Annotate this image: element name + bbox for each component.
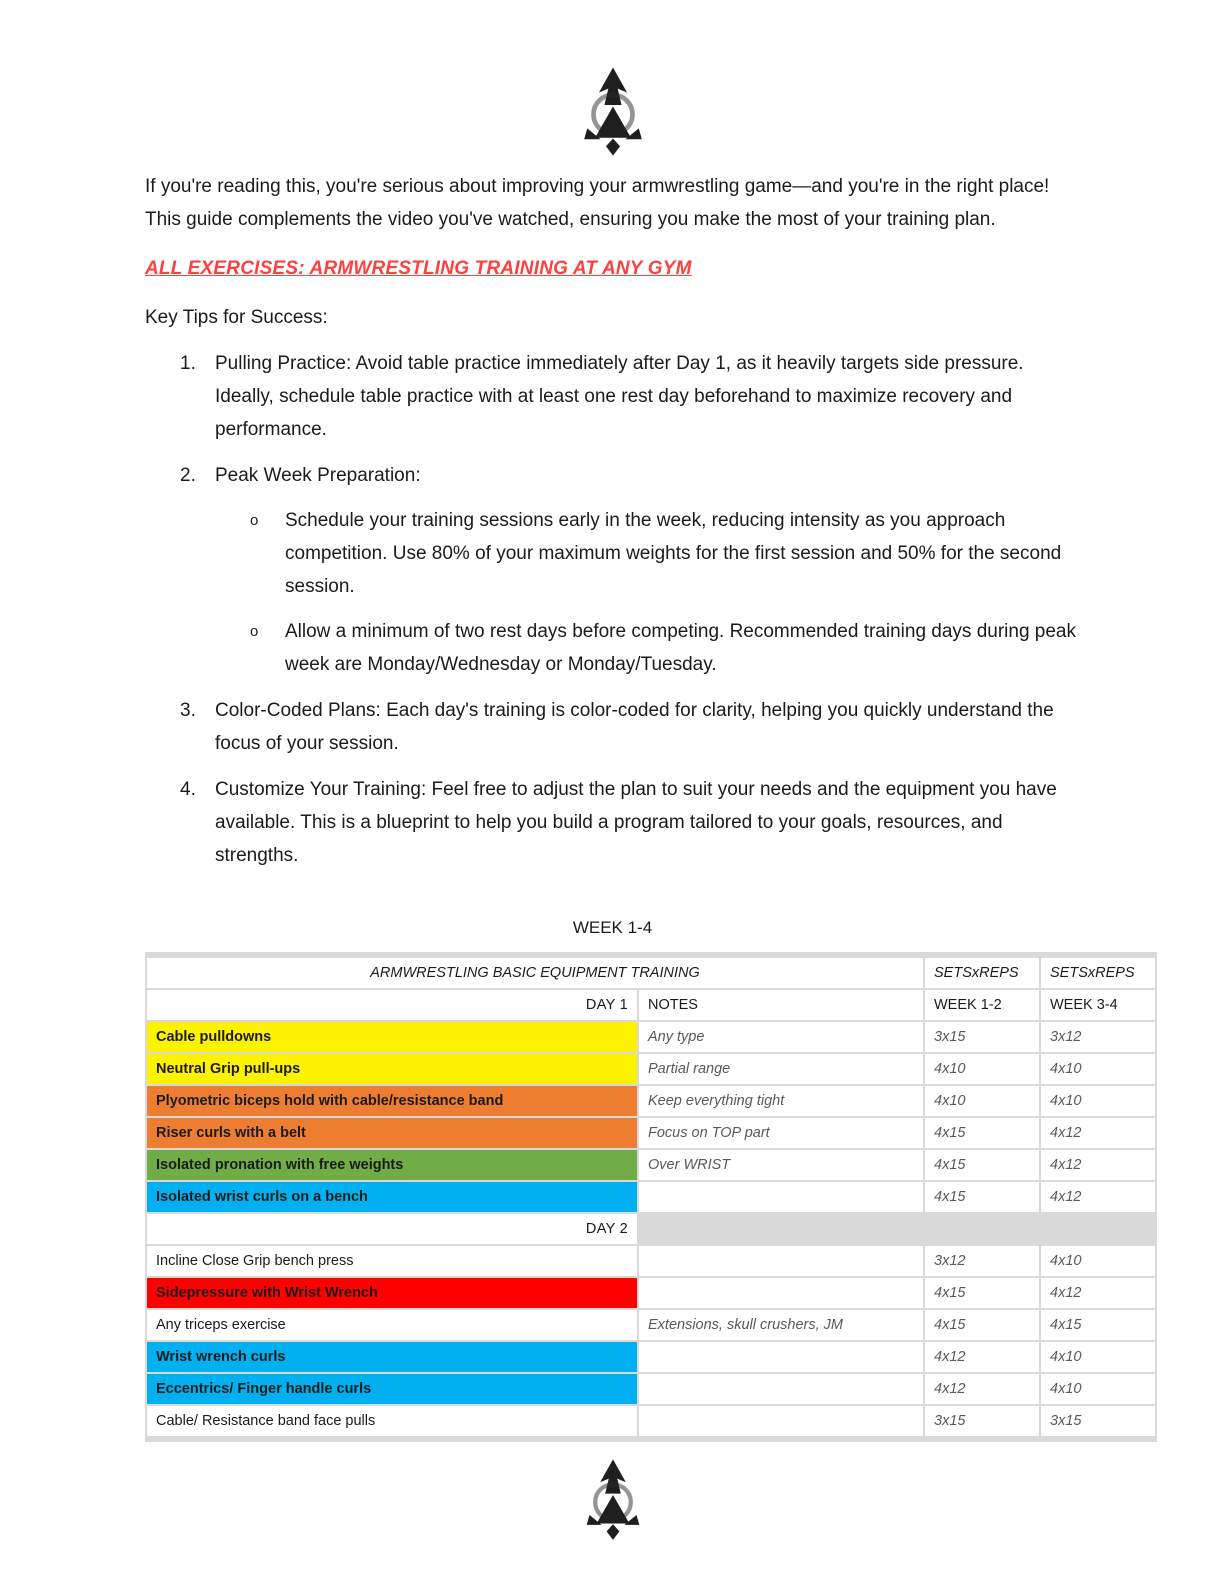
note-cell: Partial range [638,1053,924,1085]
list-text: Pulling Practice: Avoid table practice immediately after Day 1, as it heavily targets side pressure. Ideally, schedule table practice with at least one rest day beforehand to maximize recovery and performance. [215,353,1024,440]
list-number: 3. [180,700,196,721]
training-table [145,952,1157,1442]
list-item [145,347,1080,446]
note-cell [638,1181,924,1213]
list-number: 2. [180,465,196,486]
table-row [146,1149,1156,1181]
exercises-heading: ALL EXERCISES: ARMWRESTLING TRAINING AT ANY GYM [145,258,692,279]
bullet-marker: o [250,623,259,640]
note-cell [638,1341,924,1373]
exercise-cell: Isolated wrist curls on a bench [146,1181,638,1213]
sets-cell: 4x15 [924,1277,1040,1309]
exercise-cell: Riser curls with a belt [146,1117,638,1149]
sets-cell: 4x12 [1040,1181,1156,1213]
sets-cell: 4x12 [924,1373,1040,1405]
sets-cell: 4x15 [924,1117,1040,1149]
sets-cell: 4x10 [924,1053,1040,1085]
sub-list-text: Schedule your training sessions early in the week, reducing intensity as you approach competition. Use 80% of your maximum weights for the first session and 50% for the second session. [285,510,1062,597]
table-row [146,1181,1156,1213]
list-text: Customize Your Training: Feel free to adjust the plan to suit your needs and the equipment you have available. This is a blueprint to help you build a program tailored to your goals, resources, and strengths. [215,779,1057,866]
note-cell: Any type [638,1021,924,1053]
list-item [145,694,1080,760]
exercise-cell: Neutral Grip pull-ups [146,1053,638,1085]
sets-cell: 3x15 [1040,1405,1156,1439]
table-row [146,1309,1156,1341]
exercise-cell: Incline Close Grip bench press [146,1245,638,1277]
table-row [146,1053,1156,1085]
sets-cell: 4x10 [1040,1053,1156,1085]
list-text: Peak Week Preparation: [215,465,421,486]
sets-header-cell: SETSxREPS [924,955,1040,989]
table-row [146,1245,1156,1277]
note-cell [638,1373,924,1405]
note-cell [638,1405,924,1439]
tips-list [145,347,1080,872]
notes-header-cell: NOTES [638,989,924,1021]
table-caption: WEEK 1-4 [572,918,653,937]
exercise-cell: Plyometric biceps hold with cable/resistance band [146,1085,638,1117]
sets-cell: 4x15 [924,1149,1040,1181]
table-row [146,1117,1156,1149]
note-cell: Extensions, skull crushers, JM [638,1309,924,1341]
note-cell: Focus on TOP part [638,1117,924,1149]
armwrestling-logo-icon [573,66,653,158]
sets-cell: 3x12 [924,1245,1040,1277]
table-row [146,1021,1156,1053]
week34-header-cell: WEEK 3-4 [1040,989,1156,1021]
exercise-cell: Cable pulldowns [146,1021,638,1053]
bullet-marker: o [250,512,259,529]
sets-cell: 4x12 [1040,1117,1156,1149]
sub-list-item [145,615,1080,681]
sets-cell: 4x10 [1040,1341,1156,1373]
table-row [146,1341,1156,1373]
sets-cell: 4x10 [1040,1245,1156,1277]
sets-header-cell: SETSxREPS [1040,955,1156,989]
gray-cell [1040,1213,1156,1245]
sub-list-item [145,504,1080,603]
table-subheader-row [146,989,1156,1021]
sets-cell: 3x15 [924,1021,1040,1053]
list-number: 4. [180,779,196,800]
exercise-cell: Isolated pronation with free weights [146,1149,638,1181]
week12-header-cell: WEEK 1-2 [924,989,1040,1021]
list-item [145,773,1080,872]
exercise-cell: Cable/ Resistance band face pulls [146,1405,638,1439]
gray-cell [638,1213,924,1245]
table-title-cell: ARMWRESTLING BASIC EQUIPMENT TRAINING [146,955,924,989]
table-header-row [146,955,1156,989]
exercise-cell: Sidepressure with Wrist Wrench [146,1277,638,1309]
list-number: 1. [180,353,196,374]
sets-cell: 3x12 [1040,1021,1156,1053]
sub-list-text: Allow a minimum of two rest days before competing. Recommended training days during peak week are Monday/Wednesday or Monday/Tuesday. [285,621,1076,675]
sets-cell: 4x12 [924,1341,1040,1373]
intro-paragraph: If you're reading this, you're serious about improving your armwrestling game—and you're in the right place! This guide complements the video you've watched, ensuring you make the most of your training plan. [145,176,1050,230]
sets-cell: 4x15 [1040,1309,1156,1341]
table-row [146,1405,1156,1439]
sets-cell: 4x12 [1040,1277,1156,1309]
sets-cell: 4x15 [924,1309,1040,1341]
note-cell: Keep everything tight [638,1085,924,1117]
list-text: Color-Coded Plans: Each day's training is color-coded for clarity, helping you quickly understand the focus of your session. [215,700,1054,754]
day2-divider-row [146,1213,1156,1245]
list-item [145,459,1080,492]
note-cell: Over WRIST [638,1149,924,1181]
table-row [146,1277,1156,1309]
sets-cell: 4x15 [924,1181,1040,1213]
note-cell [638,1245,924,1277]
sets-cell: 4x10 [1040,1373,1156,1405]
sets-cell: 3x15 [924,1405,1040,1439]
note-cell [638,1277,924,1309]
table-row [146,1085,1156,1117]
day2-label-cell: DAY 2 [146,1213,638,1245]
exercise-cell: Eccentrics/ Finger handle curls [146,1373,638,1405]
exercise-cell: Any triceps exercise [146,1309,638,1341]
sets-cell: 4x12 [1040,1149,1156,1181]
gray-cell [924,1213,1040,1245]
armwrestling-logo-icon [577,1458,649,1542]
sets-cell: 4x10 [1040,1085,1156,1117]
table-row [146,1373,1156,1405]
day1-label-cell: DAY 1 [146,989,638,1021]
tips-title: Key Tips for Success: [145,307,328,328]
exercise-cell: Wrist wrench curls [146,1341,638,1373]
sets-cell: 4x10 [924,1085,1040,1117]
